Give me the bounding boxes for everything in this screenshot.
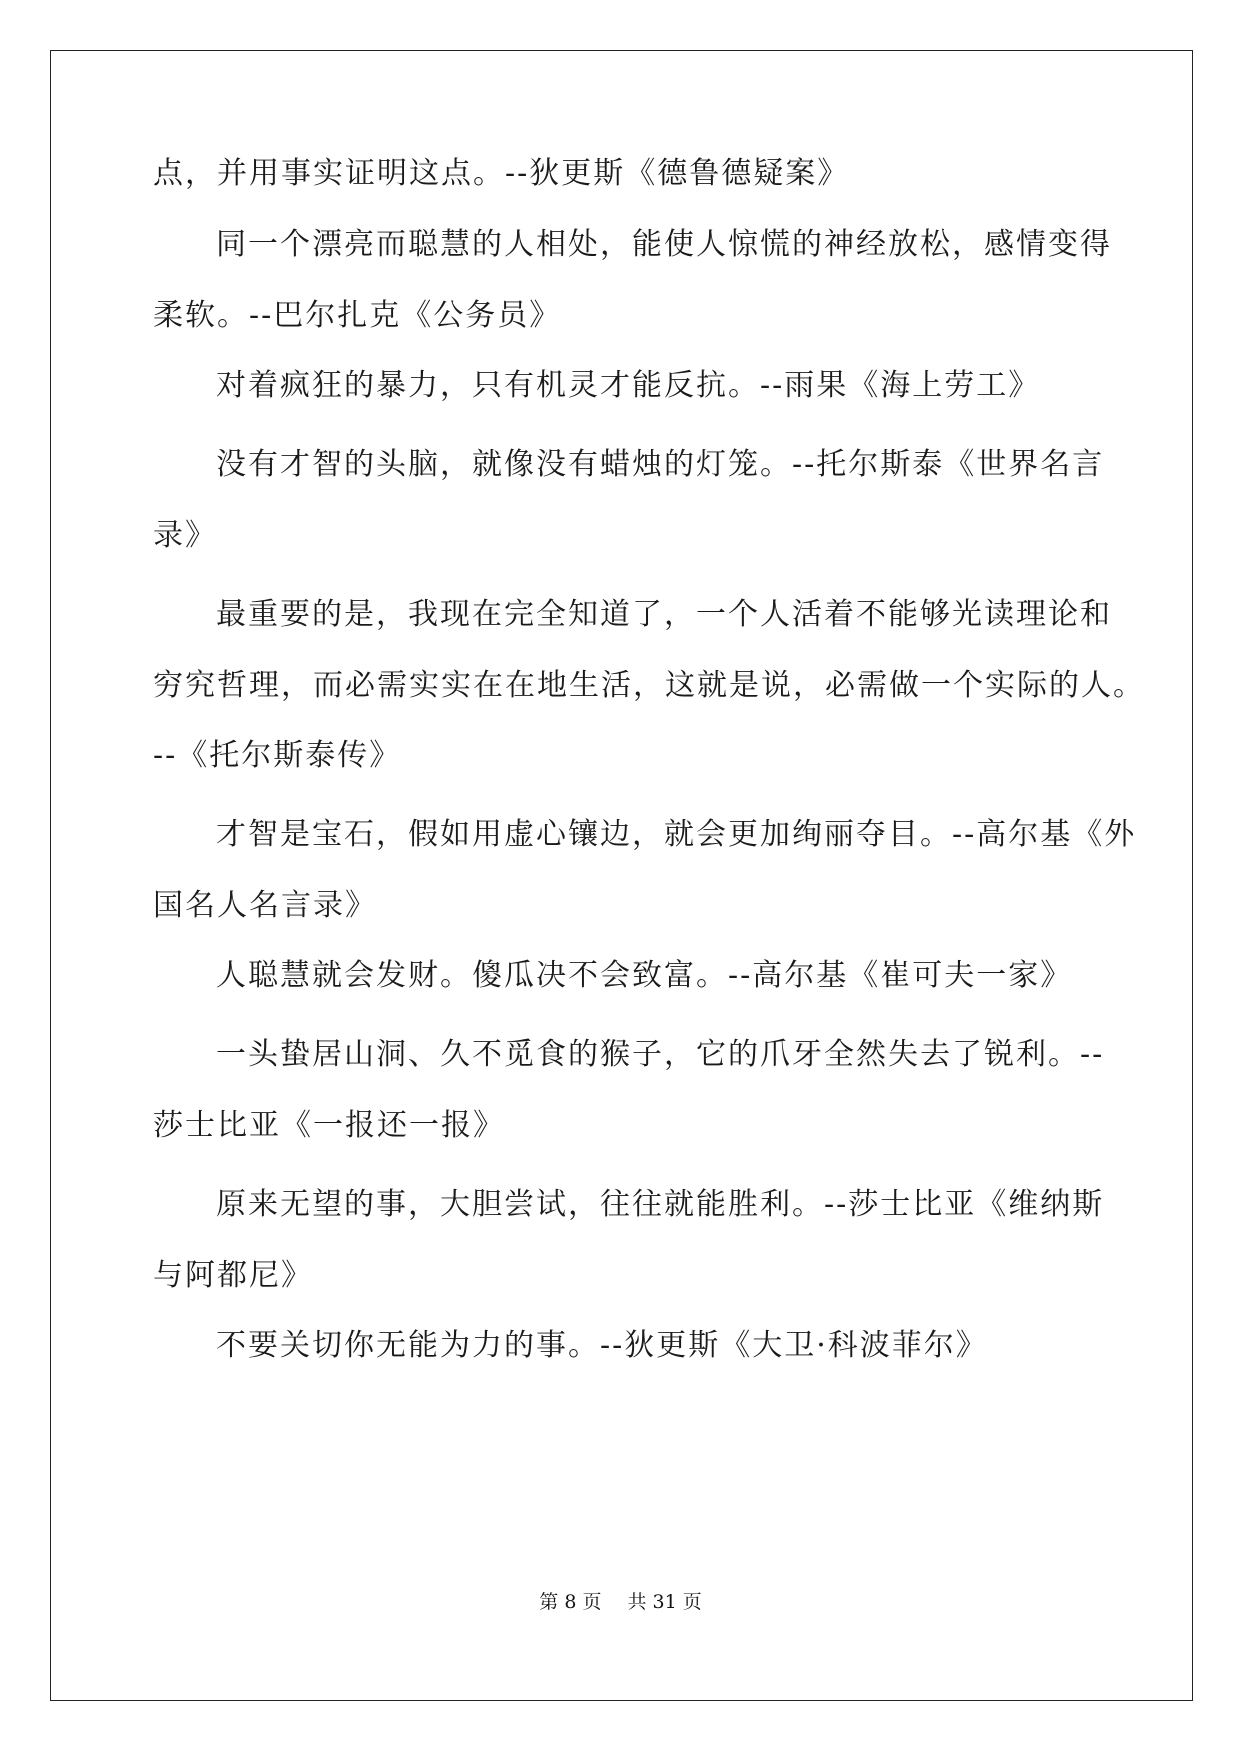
text-line: 最重要的是，我现在完全知道了，一个人活着不能够光读理论和	[216, 597, 1112, 632]
text-line: 才智是宝石，假如用虚心镶边，就会更加绚丽夺目。--高尔基《外	[216, 817, 1137, 852]
text-line: 点，并用事实证明这点。--狄更斯《德鲁德疑案》	[153, 156, 850, 191]
text-line: 与阿都尼》	[153, 1258, 313, 1293]
total-pages: 共 31 页	[627, 1591, 702, 1613]
text-line: 穷究哲理，而必需实实在在地生活，这就是说，必需做一个实际的人。	[153, 668, 1145, 703]
text-line: 同一个漂亮而聪慧的人相处，能使人惊慌的神经放松，感情变得	[216, 227, 1112, 262]
text-line: 一头蛰居山洞、久不觅食的猴子，它的爪牙全然失去了锐利。--	[216, 1037, 1105, 1072]
text-line: 国名人名言录》	[153, 888, 377, 923]
text-line: 人聪慧就会发财。傻瓜决不会致富。--高尔基《崔可夫一家》	[216, 958, 1073, 993]
text-line: 柔软。--巴尔扎克《公务员》	[153, 298, 562, 333]
text-line: 对着疯狂的暴力，只有机灵才能反抗。--雨果《海上劳工》	[216, 368, 1041, 403]
text-line: 莎士比亚《一报还一报》	[153, 1108, 505, 1143]
text-line: 原来无望的事，大胆尝试，往往就能胜利。--莎士比亚《维纳斯	[216, 1187, 1105, 1222]
page-number: 第 8 页	[539, 1591, 602, 1613]
page-footer	[0, 1590, 1241, 1614]
text-line: 不要关切你无能为力的事。--狄更斯《大卫·科波菲尔》	[216, 1328, 988, 1363]
text-line: 录》	[153, 518, 217, 553]
text-line: 没有才智的头脑，就像没有蜡烛的灯笼。--托尔斯泰《世界名言	[216, 447, 1105, 482]
text-line: --《托尔斯泰传》	[153, 738, 402, 773]
